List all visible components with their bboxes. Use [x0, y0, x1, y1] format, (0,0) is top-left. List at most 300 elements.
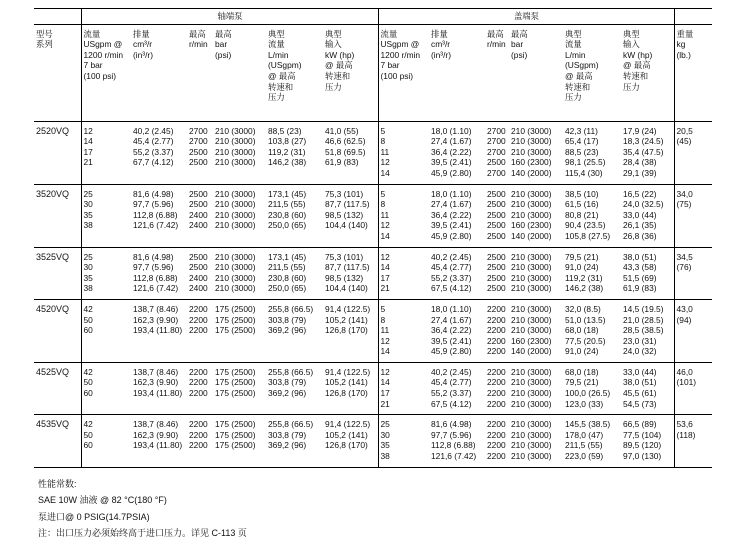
cover-flow-header-line: 流量	[380, 28, 398, 39]
cover-flow-line: 12	[380, 220, 390, 231]
shaft-flow-line: 38	[83, 283, 93, 294]
shaft-max-pressure-line: 210 (3000)	[215, 157, 256, 168]
shaft-displacement-line: 193,4 (11.80)	[133, 440, 183, 451]
shaft-max-pressure	[213, 184, 266, 247]
weight-line: 34,5	[676, 251, 693, 262]
weight-line: (45)	[676, 136, 692, 147]
shaft-typical-flow-header-line: L/min	[268, 49, 289, 60]
shaft-max-speed-line: 2200	[189, 314, 208, 325]
shaft-max-pressure-line: 210 (3000)	[215, 199, 256, 210]
cover-displacement-line: 45,9 (2.80)	[431, 230, 472, 241]
shaft-typical-flow-line: 88,5 (23)	[268, 125, 302, 136]
shaft-max-pressure-line: 175 (2500)	[215, 325, 256, 336]
cover-max-speed-line: 2500	[487, 283, 506, 294]
cover-displacement-line: 39,5 (2.41)	[431, 335, 472, 346]
weight-line: 43,0	[676, 303, 693, 314]
shaft-flow-header-line: (100 psi)	[83, 70, 117, 81]
cover-displacement-line: 36,4 (2.22)	[431, 209, 472, 220]
cover-max-pressure-line: 210 (3000)	[511, 209, 552, 220]
table-row	[34, 415, 712, 467]
weight-line: 34,0	[676, 188, 693, 199]
shaft-displacement-line: 138,7 (8.46)	[133, 419, 179, 430]
cover-typical-flow-line: 91,0 (24)	[565, 262, 599, 273]
cover-max-speed-line: 2200	[487, 303, 506, 314]
shaft-flow-line: 12	[83, 125, 93, 136]
model-name: 3520VQ	[34, 184, 81, 247]
shaft-typical-flow-line: 173,1 (45)	[268, 188, 307, 199]
cover-displacement-line: 40,2 (2.45)	[431, 366, 472, 377]
note-inlet: 泵进口@ 0 PSIG(14.7PSIA)	[38, 511, 150, 522]
shaft-max-pressure-line: 210 (3000)	[215, 220, 256, 231]
cover-typical-flow	[563, 121, 621, 184]
shaft-typical-flow-header-line: 典型	[268, 28, 285, 39]
cover-typical-flow-header-line: L/min	[565, 49, 586, 60]
cover-max-pressure	[509, 415, 563, 467]
cover-max-speed-line: 2500	[487, 262, 506, 273]
cover-typical-flow	[563, 415, 621, 467]
shaft-max-speed-line: 2700	[189, 125, 208, 136]
cover-typical-power-line: 66,5 (89)	[623, 419, 657, 430]
shaft-max-speed-header-line: 最高	[189, 28, 206, 39]
shaft-typical-power	[323, 121, 378, 184]
cover-typical-flow-line: 115,4 (30)	[565, 167, 603, 178]
cover-displacement-line: 18,0 (1.10)	[431, 125, 472, 136]
cover-max-speed-line: 2200	[487, 314, 506, 325]
shaft-typical-power	[323, 299, 378, 362]
cover-max-pressure-line: 210 (3000)	[511, 314, 552, 325]
cover-typical-flow-line: 61,5 (16)	[565, 199, 599, 210]
cover-typical-flow-header-line: 压力	[565, 92, 582, 103]
shaft-flow-line: 35	[83, 209, 93, 220]
cover-typical-power-header-line: 输入	[623, 39, 640, 50]
model-name: 3525VQ	[34, 247, 81, 299]
shaft-max-pressure-header-line: bar	[215, 39, 228, 50]
cover-max-pressure-line: 210 (3000)	[511, 325, 552, 336]
cover-typical-flow-line: 80,8 (21)	[565, 209, 599, 220]
shaft-typical-flow	[266, 299, 323, 362]
weight-line: 53,6	[676, 419, 693, 430]
performance-notes	[38, 476, 247, 542]
cover-typical-flow-line: 79,5 (21)	[565, 251, 599, 262]
shaft-displacement-header-line: (in³/r)	[133, 49, 154, 60]
cover-flow-header-line: 1200 r/min	[380, 49, 421, 60]
cover-max-speed	[485, 362, 509, 414]
shaft-max-speed-line: 2200	[189, 366, 208, 377]
cover-max-speed-line: 2200	[487, 325, 506, 336]
cover-typical-flow	[563, 184, 621, 247]
shaft-flow-line: 25	[83, 188, 93, 199]
shaft-max-speed-line: 2500	[189, 199, 208, 210]
cover-typical-power	[621, 362, 674, 414]
shaft-max-speed-line: 2200	[189, 325, 208, 336]
shaft-typical-power-line: 46,6 (62.5)	[325, 136, 366, 147]
shaft-flow-line: 50	[83, 429, 93, 440]
cover-flow-line: 14	[380, 167, 390, 178]
shaft-flow-header-line: 流量	[83, 28, 101, 39]
shaft-max-pressure	[213, 121, 266, 184]
cover-typical-flow-line: 119,2 (31)	[565, 272, 603, 283]
cover-typical-power-line: 24,0 (32.5)	[623, 199, 664, 210]
shaft-typical-power-line: 98,5 (132)	[325, 209, 364, 220]
shaft-max-speed-line: 2400	[189, 272, 208, 283]
cover-typical-flow-line: 90,4 (23.5)	[565, 220, 606, 231]
cover-typical-power-line: 16,5 (22)	[623, 188, 657, 199]
shaft-displacement-line: 193,4 (11.80)	[133, 388, 183, 399]
cover-max-pressure-line: 210 (3000)	[511, 440, 552, 451]
cover-max-speed-line: 2200	[487, 366, 506, 377]
cover-typical-flow-header	[563, 24, 621, 121]
cover-max-pressure-line: 210 (3000)	[511, 125, 552, 136]
cover-typical-power-line: 17,9 (24)	[623, 125, 657, 136]
cover-flow-line: 38	[380, 451, 390, 462]
table-body	[34, 121, 712, 467]
weight	[674, 121, 712, 184]
shaft-typical-flow-line: 255,8 (66.5)	[268, 419, 314, 430]
shaft-typical-power-line: 91,4 (122.5)	[325, 366, 371, 377]
shaft-typical-flow-header	[266, 24, 323, 121]
cover-typical-power	[621, 247, 674, 299]
shaft-displacement-line: 40,2 (2.45)	[133, 125, 174, 136]
shaft-max-speed-header	[187, 24, 213, 121]
cover-flow-line: 21	[380, 398, 390, 409]
cover-flow	[378, 247, 429, 299]
cover-max-pressure-line: 210 (3000)	[511, 251, 552, 262]
cover-flow-line: 30	[380, 429, 390, 440]
cover-flow-line: 11	[380, 325, 390, 336]
shaft-displacement	[131, 247, 187, 299]
shaft-displacement	[131, 299, 187, 362]
shaft-max-pressure-line: 210 (3000)	[215, 262, 256, 273]
shaft-flow	[81, 121, 131, 184]
cover-displacement-line: 55,2 (3.37)	[431, 272, 472, 283]
shaft-max-pressure-line: 210 (3000)	[215, 136, 256, 147]
cover-max-pressure-line: 140 (2000)	[511, 167, 552, 178]
cover-max-pressure-line: 210 (3000)	[511, 419, 552, 430]
shaft-displacement-line: 121,6 (7.42)	[133, 220, 179, 231]
shaft-flow	[81, 415, 131, 467]
cover-typical-flow-line: 32,0 (8.5)	[565, 303, 601, 314]
shaft-displacement	[131, 121, 187, 184]
cover-max-pressure-line: 140 (2000)	[511, 230, 552, 241]
cover-displacement	[429, 247, 485, 299]
cover-flow	[378, 415, 429, 467]
shaft-typical-power-header-line: 典型	[325, 28, 342, 39]
shaft-flow-header-line: USgpm @	[83, 39, 123, 50]
shaft-typical-power-line: 105,2 (141)	[325, 314, 368, 325]
cover-typical-power-header	[621, 24, 674, 121]
cover-max-speed	[485, 415, 509, 467]
shaft-max-pressure-header	[213, 24, 266, 121]
shaft-typical-power-line: 87,7 (117.5)	[325, 199, 370, 210]
shaft-max-pressure-line: 175 (2500)	[215, 388, 256, 399]
shaft-typical-power	[323, 247, 378, 299]
cover-typical-power-line: 33,0 (44)	[623, 209, 657, 220]
cover-flow-line: 11	[380, 146, 390, 157]
cover-flow-line: 12	[380, 157, 390, 168]
cover-typical-power-line: 61,9 (83)	[623, 283, 657, 294]
shaft-flow-header-line: 7 bar	[83, 60, 103, 71]
cover-typical-flow-line: 79,5 (21)	[565, 377, 599, 388]
shaft-max-pressure-line: 210 (3000)	[215, 209, 256, 220]
table-row	[34, 299, 712, 362]
shaft-max-pressure-header-line: 最高	[215, 28, 232, 39]
cover-max-speed-line: 2700	[487, 125, 506, 136]
cover-typical-flow	[563, 299, 621, 362]
shaft-typical-flow-line: 255,8 (66.5)	[268, 366, 314, 377]
cover-flow-line: 8	[380, 314, 386, 325]
cover-displacement	[429, 362, 485, 414]
cover-typical-power	[621, 184, 674, 247]
shaft-flow-line: 35	[83, 272, 93, 283]
cover-typical-power-line: 51,5 (69)	[623, 272, 657, 283]
cover-max-pressure	[509, 362, 563, 414]
cover-max-speed-line: 2500	[487, 157, 506, 168]
cover-typical-power-line: 23,0 (31)	[623, 335, 657, 346]
cover-typical-flow-line: 77,5 (20.5)	[565, 335, 606, 346]
cover-max-pressure-line: 210 (3000)	[511, 136, 552, 147]
shaft-max-speed	[187, 247, 213, 299]
cover-typical-flow-line: 65,4 (17)	[565, 136, 599, 147]
cover-max-speed-line: 2500	[487, 188, 506, 199]
shaft-typical-power-line: 87,7 (117.5)	[325, 262, 370, 273]
cover-typical-power-line: 43,3 (58)	[623, 262, 657, 273]
shaft-typical-power-line: 98,5 (132)	[325, 272, 364, 283]
shaft-displacement-line: 138,7 (8.46)	[133, 366, 179, 377]
shaft-max-speed-line: 2200	[189, 429, 208, 440]
cover-typical-flow-line: 51,0 (13.5)	[565, 314, 606, 325]
shaft-displacement-line: 45,4 (2.77)	[133, 136, 174, 147]
cover-typical-flow	[563, 362, 621, 414]
weight	[674, 184, 712, 247]
cover-flow-line: 21	[380, 283, 390, 294]
shaft-typical-power-header-line: kW (hp)	[325, 49, 355, 60]
shaft-max-pressure-line: 175 (2500)	[215, 303, 256, 314]
cover-flow	[378, 362, 429, 414]
cover-displacement-line: 27,4 (1.67)	[431, 136, 472, 147]
cover-max-speed-line: 2700	[487, 136, 506, 147]
note-oil: SAE 10W 油液 @ 82 °C(180 °F)	[38, 495, 167, 506]
weight	[674, 247, 712, 299]
shaft-max-speed-line: 2500	[189, 262, 208, 273]
shaft-displacement-header-line: 排量	[133, 28, 150, 39]
shaft-typical-flow-line: 250,0 (65)	[268, 283, 307, 294]
shaft-typical-flow-line: 230,8 (60)	[268, 209, 307, 220]
cover-typical-power-line: 45,5 (61)	[623, 388, 657, 399]
cover-displacement	[429, 415, 485, 467]
cover-typical-power-header-line: 典型	[623, 28, 640, 39]
cover-displacement-line: 39,5 (2.41)	[431, 157, 472, 168]
cover-max-pressure	[509, 247, 563, 299]
cover-typical-power-line: 38,0 (51)	[623, 251, 657, 262]
cover-max-pressure-line: 210 (3000)	[511, 429, 552, 440]
cover-displacement-line: 81,6 (4.98)	[431, 419, 472, 430]
cover-max-speed-line: 2500	[487, 230, 506, 241]
cover-displacement-line: 36,4 (2.22)	[431, 325, 472, 336]
shaft-typical-power-line: 104,4 (140)	[325, 220, 368, 231]
shaft-flow-line: 42	[83, 303, 93, 314]
shaft-flow-line: 42	[83, 419, 93, 430]
shaft-displacement-header-line: cm³/r	[133, 39, 153, 50]
cover-displacement-header-line: 排量	[431, 28, 448, 39]
cover-typical-power-line: 26,8 (36)	[623, 230, 657, 241]
cover-typical-power-line: 29,1 (39)	[623, 167, 657, 178]
cover-flow-header-line: USgpm @	[380, 39, 420, 50]
cover-max-speed-line: 2200	[487, 440, 506, 451]
shaft-displacement	[131, 184, 187, 247]
cover-typical-power-header-line: @ 最高	[623, 60, 651, 71]
shaft-flow-line: 50	[83, 377, 93, 388]
cover-typical-flow-line: 145,5 (38.5)	[565, 419, 611, 430]
cover-typical-flow-line: 68,0 (18)	[565, 325, 599, 336]
shaft-typical-flow	[266, 184, 323, 247]
shaft-typical-power-line: 75,3 (101)	[325, 251, 364, 262]
shaft-typical-power	[323, 184, 378, 247]
shaft-max-pressure-line: 210 (3000)	[215, 146, 256, 157]
shaft-typical-power-header	[323, 24, 378, 121]
cover-max-pressure-header-line: (psi)	[511, 49, 528, 60]
shaft-max-speed-line: 2700	[189, 136, 208, 147]
shaft-displacement-line: 193,4 (11.80)	[133, 325, 183, 336]
cover-displacement-line: 45,9 (2.80)	[431, 346, 472, 357]
shaft-typical-flow-line: 303,8 (79)	[268, 429, 307, 440]
shaft-typical-flow-line: 369,2 (96)	[268, 440, 307, 451]
shaft-flow-line: 60	[83, 388, 93, 399]
weight-line: 46,0	[676, 366, 693, 377]
cover-max-pressure	[509, 121, 563, 184]
shaft-typical-flow-line: 146,2 (38)	[268, 157, 307, 168]
shaft-max-speed	[187, 299, 213, 362]
shaft-max-speed-line: 2200	[189, 440, 208, 451]
cover-typical-flow-line: 223,0 (59)	[565, 451, 604, 462]
shaft-max-pressure	[213, 247, 266, 299]
cover-displacement-line: 27,4 (1.67)	[431, 314, 472, 325]
shaft-typical-flow-line: 369,2 (96)	[268, 388, 307, 399]
shaft-typical-flow-header-line: 流量	[268, 39, 285, 50]
shaft-typical-flow-line: 303,8 (79)	[268, 377, 307, 388]
shaft-typical-power-line: 91,4 (122.5)	[325, 303, 371, 314]
cover-displacement-line: 36,4 (2.22)	[431, 146, 472, 157]
cover-flow-header	[378, 24, 429, 121]
cover-typical-flow-header-line: (USgpm)	[565, 60, 599, 71]
cover-max-pressure-line: 210 (3000)	[511, 303, 552, 314]
cover-flow	[378, 299, 429, 362]
shaft-max-speed	[187, 121, 213, 184]
cover-max-speed-line: 2500	[487, 220, 506, 231]
shaft-max-speed-line: 2500	[189, 188, 208, 199]
shaft-typical-power	[323, 362, 378, 414]
cover-displacement-line: 97,7 (5.96)	[431, 429, 472, 440]
shaft-max-pressure-line: 175 (2500)	[215, 440, 256, 451]
cover-max-pressure-line: 210 (3000)	[511, 199, 552, 210]
shaft-typical-power-line: 41,0 (55)	[325, 125, 359, 136]
note-title: 性能常数:	[38, 479, 77, 489]
shaft-max-speed-line: 2400	[189, 209, 208, 220]
cover-typical-power-line: 21,0 (28.5)	[623, 314, 664, 325]
shaft-max-pressure	[213, 299, 266, 362]
cover-displacement	[429, 184, 485, 247]
cover-end-pump-title: 盖端泵	[378, 9, 674, 25]
shaft-flow-line: 60	[83, 440, 93, 451]
cover-typical-power-line: 89,5 (120)	[623, 440, 662, 451]
shaft-typical-flow-line: 250,0 (65)	[268, 220, 307, 231]
weight	[674, 362, 712, 414]
weight	[674, 299, 712, 362]
cover-typical-power-line: 28,4 (38)	[623, 157, 657, 168]
cover-typical-power	[621, 121, 674, 184]
shaft-typical-flow-header-line: 压力	[268, 92, 285, 103]
shaft-max-speed-line: 2500	[189, 251, 208, 262]
cover-typical-power-line: 38,0 (51)	[623, 377, 657, 388]
cover-max-speed-line: 2200	[487, 429, 506, 440]
shaft-displacement-line: 97,7 (5.96)	[133, 262, 174, 273]
shaft-flow-line: 14	[83, 136, 93, 147]
table-row	[34, 184, 712, 247]
weight-header-line: (lb.)	[676, 49, 691, 60]
cover-typical-flow-line: 123,0 (33)	[565, 398, 604, 409]
cover-max-pressure-line: 210 (3000)	[511, 451, 552, 462]
shaft-max-speed	[187, 415, 213, 467]
cover-typical-power-line: 24,0 (32)	[623, 346, 657, 357]
cover-typical-power-line: 26,1 (35)	[623, 220, 657, 231]
cover-displacement-line: 67,5 (4.12)	[431, 283, 472, 294]
cover-max-pressure-line: 160 (2300)	[511, 220, 552, 231]
cover-typical-flow-line: 88,5 (23)	[565, 146, 599, 157]
cover-max-pressure	[509, 299, 563, 362]
shaft-displacement-line: 67,7 (4.12)	[133, 157, 174, 168]
shaft-flow	[81, 362, 131, 414]
weight-line: (94)	[676, 314, 692, 325]
cover-typical-power-line: 54,5 (73)	[623, 398, 657, 409]
cover-typical-power	[621, 299, 674, 362]
shaft-max-pressure-line: 175 (2500)	[215, 366, 256, 377]
shaft-displacement-line: 55,2 (3.37)	[133, 146, 174, 157]
cover-max-pressure	[509, 184, 563, 247]
cover-typical-flow-header-line: 典型	[565, 28, 582, 39]
shaft-typical-power-line: 75,3 (101)	[325, 188, 364, 199]
cover-max-pressure-line: 160 (2300)	[511, 157, 552, 168]
shaft-typical-flow	[266, 362, 323, 414]
weight-line: (75)	[676, 199, 692, 210]
cover-max-pressure-line: 210 (3000)	[511, 366, 552, 377]
cover-flow-line: 17	[380, 272, 390, 283]
shaft-max-pressure-line: 175 (2500)	[215, 377, 256, 388]
shaft-typical-flow-line: 173,1 (45)	[268, 251, 307, 262]
model-name: 2520VQ	[34, 121, 81, 184]
model-name: 4525VQ	[34, 362, 81, 414]
shaft-typical-power-header-line: 转速和	[325, 70, 351, 81]
shaft-typical-flow-header-line: @ 最高	[268, 70, 296, 81]
cover-typical-flow-line: 68,0 (18)	[565, 366, 599, 377]
model-header-line: 系列	[36, 39, 53, 50]
cover-flow-line: 14	[380, 377, 390, 388]
shaft-max-pressure-line: 210 (3000)	[215, 125, 256, 136]
cover-typical-power-line: 97,0 (130)	[623, 451, 662, 462]
shaft-max-speed	[187, 362, 213, 414]
shaft-flow	[81, 247, 131, 299]
shaft-max-speed-line: 2400	[189, 220, 208, 231]
shaft-typical-power-line: 51,8 (69.5)	[325, 146, 366, 157]
shaft-displacement-line: 112,8 (6.88)	[133, 272, 178, 283]
cover-max-speed-line: 2200	[487, 377, 506, 388]
cover-displacement-line: 121,6 (7.42)	[431, 451, 477, 462]
cover-max-speed-line: 2200	[487, 388, 506, 399]
cover-flow-header-line: 7 bar	[380, 60, 400, 71]
pump-spec-table	[34, 8, 712, 468]
shaft-typical-flow-line: 230,8 (60)	[268, 272, 307, 283]
shaft-typical-flow-line: 119,2 (31)	[268, 146, 306, 157]
shaft-max-pressure-line: 210 (3000)	[215, 272, 256, 283]
shaft-displacement-line: 81,6 (4.98)	[133, 188, 174, 199]
